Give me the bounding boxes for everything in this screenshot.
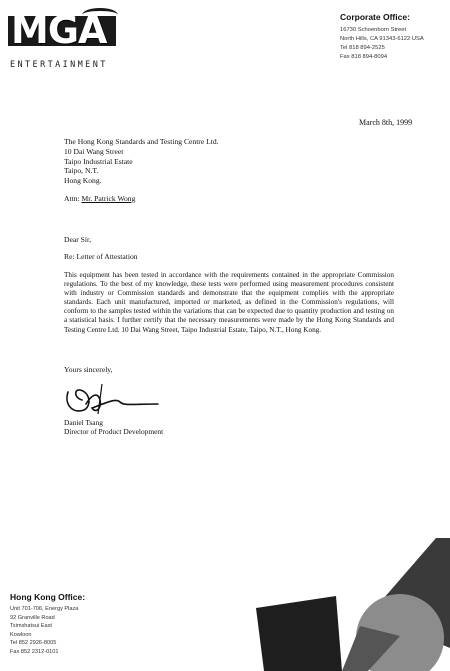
decorative-shapes (250, 538, 450, 671)
corporate-office-block (340, 12, 448, 62)
closing: Yours sincerely, (64, 365, 113, 374)
attn-prefix: Attn: (64, 194, 82, 203)
hk-address-line: 92 Granville Road (10, 614, 55, 621)
recipient-line: Hong Kong. (64, 176, 102, 186)
hk-office-heading: Hong Kong Office: (10, 592, 86, 602)
salutation: Dear Sir, (64, 235, 92, 244)
decorative-square (256, 596, 342, 671)
letter-date: March 8th, 1999 (359, 118, 413, 127)
subject-line: Re: Letter of Attestation (64, 252, 138, 261)
recipient-line: Taipo Industrial Estate (64, 156, 133, 166)
logo-mark (8, 8, 116, 52)
logo-text: MGA (11, 8, 107, 52)
hk-office-block (10, 592, 85, 657)
recipient-line: Taipo, N.T. (64, 166, 99, 176)
signature (62, 374, 172, 418)
attn-name: Mr. Patrick Wong (81, 194, 136, 203)
logo-subtitle: ENTERTAINMENT (10, 60, 108, 70)
hk-fax: Fax 852 2312-0101 (10, 648, 59, 655)
hk-address-line: Kowloon (10, 631, 32, 638)
corporate-fax: Fax 818 894-8094 (340, 54, 388, 60)
recipient-line: 10 Dai Wang Street (64, 146, 124, 156)
hk-phone: Tel 852 2926-8005 (10, 640, 57, 647)
corporate-office-heading: Corporate Office: (340, 12, 410, 22)
recipient-line: The Hong Kong Standards and Testing Centre Ltd. (64, 137, 219, 146)
signer-title: Director of Product Development (64, 427, 164, 436)
company-logo (8, 8, 126, 70)
hk-address-line: Tsimshatsui East (10, 623, 52, 630)
letter-body: This equipment has been tested in accordance with the requirements contained in the appropriate Commission regulations. To the best of my knowledge, these tests were performed using measurement procedures consistent with industry or Commission standards and demonstrate that the equipment complies with the appropriate standards. Each unit manufactured, imported or marketed, as defined in the Commission's regulations, will conform to the samples tested within the variations that can be expected due to quantity production and testing on a statistical basis. I further certify that the necessary measurements were made by the Hong Kong Standards and Testing Centre Ltd. 10 Dai Wang Street, Taipo Industrial Estate, Taipo, N.T., Hong Kong. (64, 271, 394, 334)
signer-name: Daniel Tsang (64, 418, 103, 427)
attention-line (64, 194, 135, 203)
corporate-address-line: 16730 Schoenborn Street (340, 27, 407, 33)
corporate-address-line: North Hills, CA 91343-6122 USA (340, 36, 424, 42)
recipient-address (64, 137, 219, 186)
hk-address-line: Unit 701-706, Energy Plaza (10, 606, 79, 612)
corporate-phone: Tel 818 894-2525 (340, 45, 385, 51)
